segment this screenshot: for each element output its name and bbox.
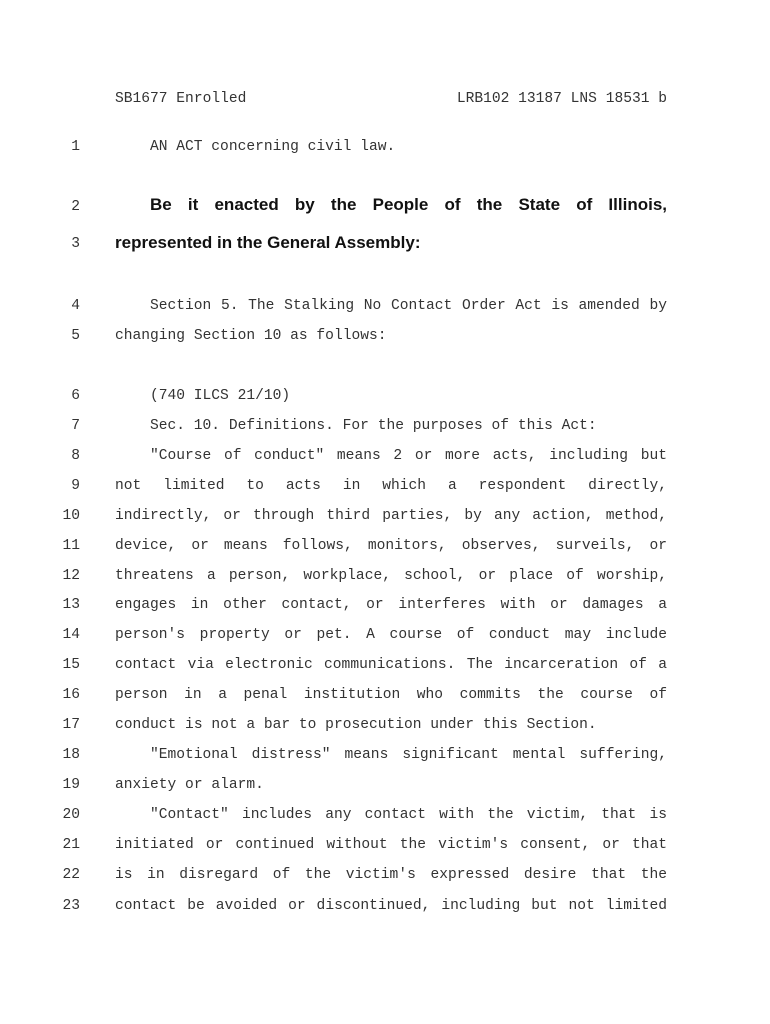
line-number: 11: [62, 538, 80, 554]
body-line: indirectly, or through third parties, by any action, method,: [115, 508, 667, 524]
line-number: 13: [62, 597, 80, 613]
line-number: 8: [71, 448, 80, 464]
line-number: 14: [62, 627, 80, 643]
body-line: engages in other contact, or interferes with or damages a: [115, 597, 667, 613]
line-number: 7: [71, 418, 80, 434]
body-line: contact via electronic communications. The incarceration of a: [115, 657, 667, 673]
act-title: AN ACT concerning civil law.: [150, 139, 396, 155]
line-number: 16: [62, 687, 80, 703]
body-line: "Emotional distress" means significant mental suffering,: [150, 747, 667, 763]
body-line: person's property or pet. A course of conduct may include: [115, 627, 667, 643]
enacting-clause-line: Be it enacted by the People of the State of Illinois,: [150, 195, 667, 214]
body-line: anxiety or alarm.: [115, 777, 264, 793]
body-line: conduct is not a bar to prosecution under this Section.: [115, 717, 597, 733]
line-number: 6: [71, 388, 80, 404]
body-line: threatens a person, workplace, school, or place of worship,: [115, 568, 667, 584]
line-number: 23: [62, 898, 80, 914]
section-intro-line: changing Section 10 as follows:: [115, 328, 387, 344]
line-number: 18: [62, 747, 80, 763]
body-line: not limited to acts in which a respondent directly,: [115, 478, 667, 494]
statute-citation: (740 ILCS 21/10): [150, 388, 291, 404]
body-line: "Course of conduct" means 2 or more acts, including but: [150, 448, 667, 464]
line-number: 21: [62, 837, 80, 853]
section-heading: Sec. 10. Definitions. For the purposes of this Act:: [150, 418, 597, 434]
line-number: 22: [62, 867, 80, 883]
body-line: "Contact" includes any contact with the victim, that is: [150, 807, 667, 823]
line-number: 9: [71, 478, 80, 494]
body-line: device, or means follows, monitors, observes, surveils, or: [115, 538, 667, 554]
line-number: 20: [62, 807, 80, 823]
line-number: 10: [62, 508, 80, 524]
line-number: 15: [62, 657, 80, 673]
body-line: is in disregard of the victim's expressed desire that the: [115, 867, 667, 883]
line-number: 2: [71, 199, 80, 215]
body-line: contact be avoided or discontinued, including but not limited: [115, 898, 667, 914]
line-number: 3: [71, 236, 80, 252]
bill-header: SB1677 Enrolled: [115, 91, 247, 107]
body-line: initiated or continued without the victim's consent, or that: [115, 837, 667, 853]
line-number: 1: [71, 139, 80, 155]
line-number: 17: [62, 717, 80, 733]
reference-header: LRB102 13187 LNS 18531 b: [456, 91, 667, 107]
line-number: 5: [71, 328, 80, 344]
section-intro-line: Section 5. The Stalking No Contact Order Act is amended by: [150, 298, 667, 314]
body-line: person in a penal institution who commits the course of: [115, 687, 667, 703]
line-number: 12: [62, 568, 80, 584]
line-number: 19: [62, 777, 80, 793]
enacting-clause-line: represented in the General Assembly:: [115, 233, 421, 252]
line-number: 4: [71, 298, 80, 314]
